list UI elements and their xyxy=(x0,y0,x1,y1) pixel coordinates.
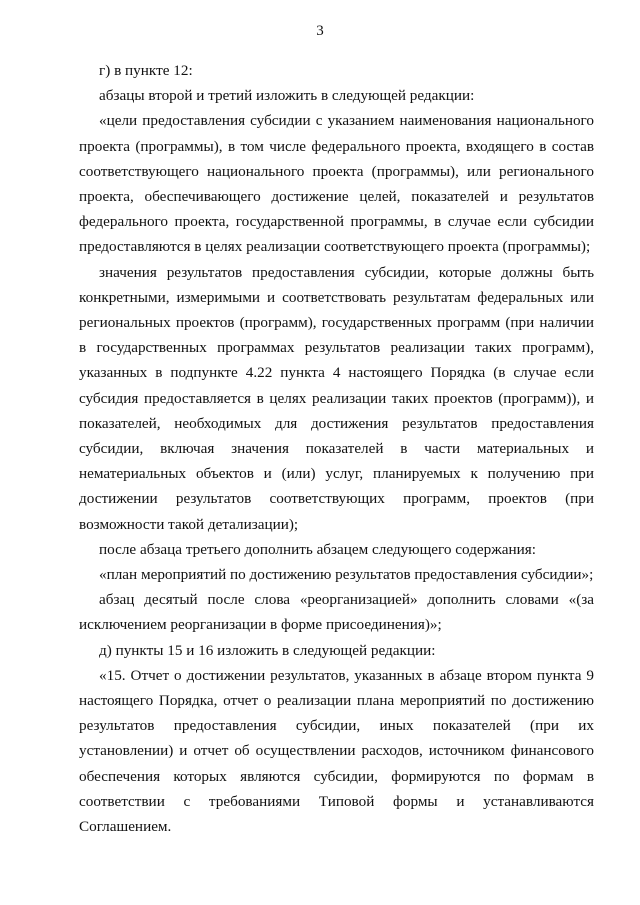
paragraph-action-plan: «план мероприятий по достижению результатов предоставления субсидии»; xyxy=(99,566,594,584)
page-number: 3 xyxy=(316,23,324,39)
paragraph-result-values: значения результатов предоставления субсидии, которые должны быть конкретными, измеримыми и соответствовать результатам федеральных или региональных проектов (программ), государственных программ (при наличии в государственных программах результатов реализации таких программ), указанных в подпункте 4.22 пункта 4 настоящего Порядка (в случае если субсидия предоставляется в целях реализации таких проектов (программ)), и показателей, необходимых для достижения результатов предоставления субсидии, включая значения показателей в части материальных и нематериальных объектов и (или) услуг, планируемых к получению при достижении результатов соответствующих программ, проектов (при возможности такой детализации); xyxy=(79,263,594,533)
document-body xyxy=(79,58,594,839)
paragraph-item-d: д) пункты 15 и 16 изложить в следующей редакции: xyxy=(99,641,436,659)
paragraph-subsidy-goals: «цели предоставления субсидии с указанием наименования национального проекта (программы), в том числе федерального проекта, входящего в состав соответствующего национального проекта (программы), или регионального проекта, обеспечивающего достижение целей, показателей и результатов федерального проекта, государственной программы, в случае если субсидии предоставляются в целях реализации соответствующего проекта (программы); xyxy=(79,112,594,256)
paragraph-report-15: «15. Отчет о достижении результатов, указанных в абзаце втором пункта 9 настоящего Порядка, отчет о реализации плана мероприятий по достижению результатов предоставления субсидии, иных показателей (при их установлении) и отчет об осуществлении расходов, источником финансового обеспечения которых являются субсидии, формируются по формам в соответствии с требованиями Типовой формы и устанавливаются Соглашением. xyxy=(79,666,594,836)
paragraph-tenth-amendment: абзац десятый после слова «реорганизацией» дополнить словами «(за исключением реорганизации в форме присоединения)»; xyxy=(79,591,594,634)
paragraph-add-after-third: после абзаца третьего дополнить абзацем следующего содержания: xyxy=(99,540,536,558)
paragraph-item-g: г) в пункте 12: xyxy=(99,62,193,79)
paragraph-amend-second-third: абзацы второй и третий изложить в следующей редакции: xyxy=(99,87,475,105)
